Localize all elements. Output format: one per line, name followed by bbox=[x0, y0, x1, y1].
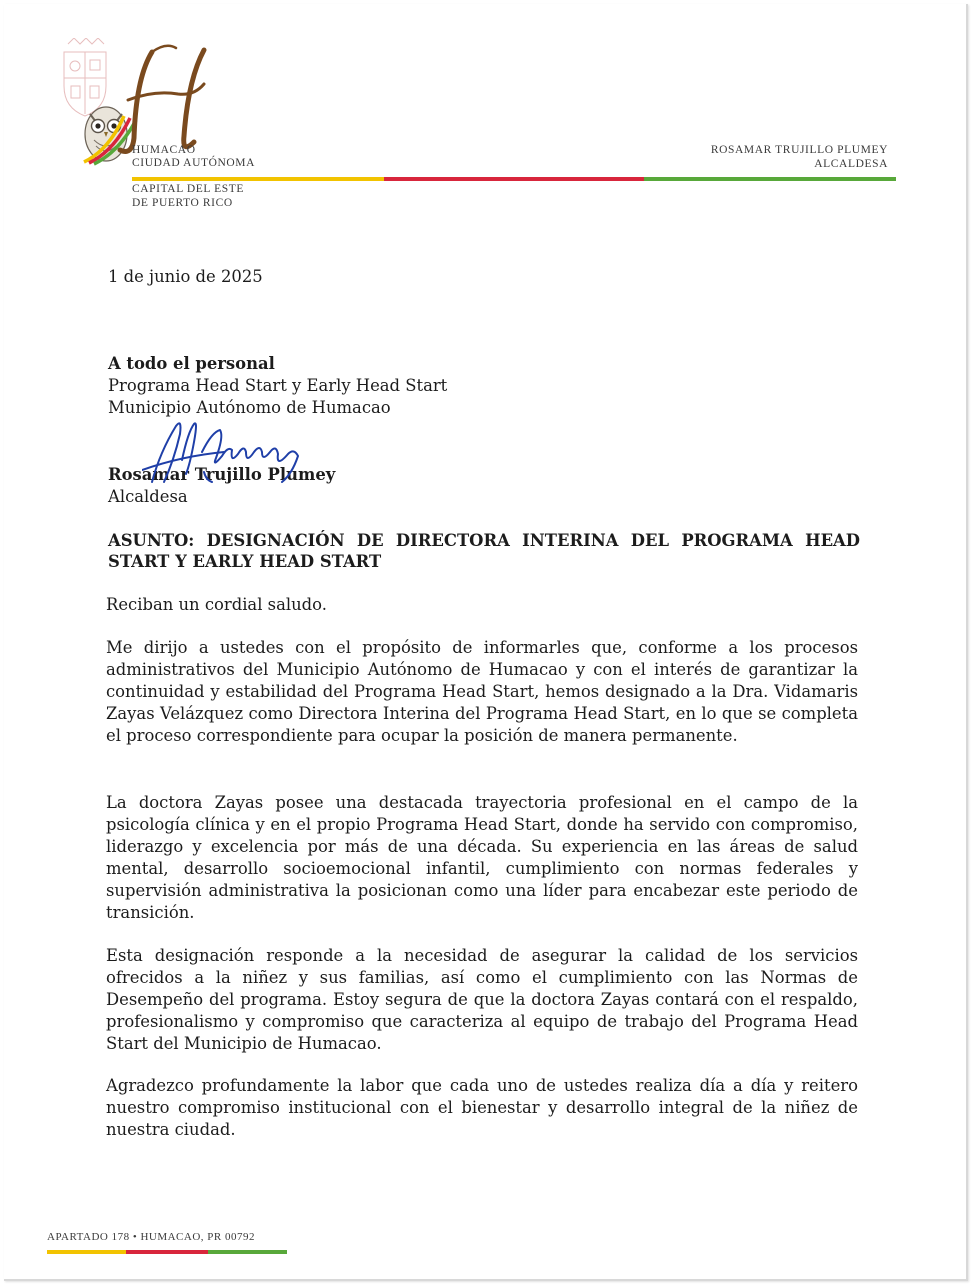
paragraph-4: Agradezco profundamente la labor que cada uno de ustedes realiza día a día y reitero nuestro compromiso institucional con el bienestar y desarrollo integral de la niñez de nuestra ciudad. bbox=[106, 1076, 858, 1139]
letterhead-rule bbox=[132, 177, 896, 181]
letterhead-mayor bbox=[711, 143, 888, 171]
paragraph-1: Me dirijo a ustedes con el propósito de informarles que, conforme a los procesos administrativos del Municipio Autónomo de Humacao y con el interés de garantizar la continuidad y estabilidad del Programa Head Start, hemos designado a la Dra. Vidamaris Zayas Velázquez como Directora Interina del Programa Head Start, en lo que se completa el proceso correspondiente para ocupar la posición de manera permanente. bbox=[106, 638, 858, 745]
capital-line-2: DE PUERTO RICO bbox=[132, 197, 233, 209]
capital-line-1: CAPITAL DEL ESTE bbox=[132, 183, 244, 195]
greeting: Reciban un cordial saludo. bbox=[106, 595, 327, 614]
rule-gold bbox=[132, 177, 384, 181]
letter-date: 1 de junio de 2025 bbox=[108, 267, 263, 286]
letterhead-capital bbox=[132, 182, 244, 210]
mayor-name: ROSAMAR TRUJILLO PLUMEY bbox=[710, 144, 888, 156]
paragraph-3: Esta designación responde a la necesidad de asegurar la calidad de los servicios ofrecidos a la niñez y sus familias, así como el cumplimiento con las Normas de Desempeño del programa. Estoy segura de que la doctora Zayas contará con el respaldo, profesionalismo y compromiso que caracteriza al equipo de trabajo del Programa Head Start del Municipio de Humacao. bbox=[106, 946, 858, 1053]
recipient-line-1: A todo el personal bbox=[108, 354, 275, 373]
handwritten-signature bbox=[142, 412, 320, 494]
rule-red bbox=[384, 177, 644, 181]
paragraph-2: La doctora Zayas posee una destacada trayectoria profesional en el campo de la psicología clínica y en el propio Programa Head Start, donde ha servido con compromiso, liderazgo y excelencia por más de una década. Su experiencia en las áreas de salud mental, desarrollo socioemocional infantil, cumplimiento con normas federales y supervisión administrativa la posicionan como una líder para encabezar este periodo de transición. bbox=[106, 793, 858, 922]
rule-green bbox=[644, 177, 896, 181]
city-line-1: HUMACAO bbox=[132, 144, 196, 156]
letterhead-city bbox=[132, 144, 255, 170]
recipient-line-3: Municipio Autónomo de Humacao bbox=[108, 398, 391, 417]
recipient-line-2: Programa Head Start y Early Head Start bbox=[108, 376, 448, 395]
city-line-2: CIUDAD AUTÓNOMA bbox=[132, 157, 256, 169]
recipient-block bbox=[108, 353, 447, 419]
letter-page bbox=[4, 4, 968, 1281]
mayor-title: ALCALDESA bbox=[814, 158, 888, 170]
footer-rule-green bbox=[208, 1250, 287, 1254]
subject-line: ASUNTO: DESIGNACIÓN DE DIRECTORA INTERINA DEL PROGRAMA HEAD START Y EARLY HEAD START bbox=[108, 531, 860, 571]
footer-rule bbox=[47, 1250, 287, 1254]
footer-address: APARTADO 178 • HUMACAO, PR 00792 bbox=[47, 1231, 255, 1243]
sender-title: Alcaldesa bbox=[108, 487, 188, 506]
footer-rule-red bbox=[126, 1250, 208, 1254]
sender-name: Rosamar Trujillo Plumey bbox=[108, 465, 336, 484]
footer-rule-gold bbox=[47, 1250, 126, 1254]
